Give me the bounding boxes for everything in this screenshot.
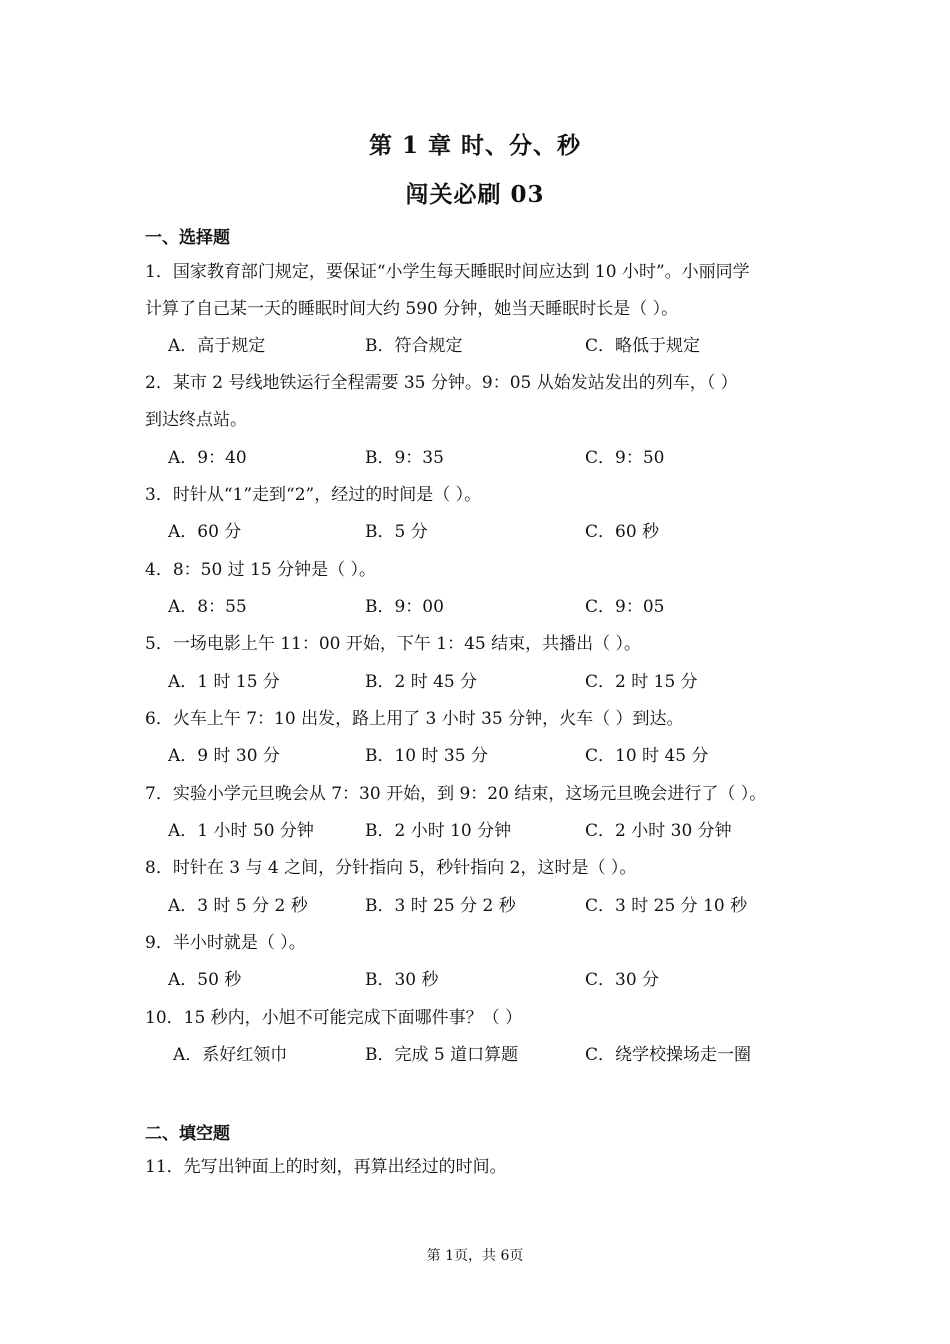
question-2-option-b: B．9：35	[365, 448, 444, 468]
question-6-option-c: C．10 时 45 分	[585, 746, 709, 766]
question-9-option-c: C．30 分	[585, 970, 660, 990]
question-3-option-c: C．60 秒	[585, 522, 660, 542]
question-4-option-b: B．9：00	[365, 597, 444, 617]
section-heading-fill-in: 二、填空题	[145, 1124, 230, 1144]
question-3-option-b: B．5 分	[365, 522, 428, 542]
question-3-line-1: 3．时针从“1”走到“2”，经过的时间是（ ）。	[145, 485, 482, 505]
question-5-line-1: 5．一场电影上午 11：00 开始，下午 1：45 结束，共播出（ ）。	[145, 634, 642, 654]
question-7-option-a: A．1 小时 50 分钟	[168, 821, 314, 841]
question-8-option-b: B．3 时 25 分 2 秒	[365, 896, 516, 916]
question-1-option-c: C．略低于规定	[585, 336, 701, 356]
question-10-option-a: A．系好红领巾	[173, 1045, 288, 1065]
question-1-option-b: B．符合规定	[365, 336, 463, 356]
question-9-option-b: B．30 秒	[365, 970, 439, 990]
question-6-option-a: A．9 时 30 分	[168, 746, 280, 766]
question-4-option-c: C．9：05	[585, 597, 665, 617]
question-8-line-1: 8．时针在 3 与 4 之间，分针指向 5，秒针指向 2，这时是（ ）。	[145, 858, 637, 878]
question-4-line-1: 4．8：50 过 15 分钟是（ ）。	[145, 560, 377, 580]
question-7-option-b: B．2 小时 10 分钟	[365, 821, 512, 841]
question-3-option-a: A．60 分	[168, 522, 242, 542]
question-9-option-a: A．50 秒	[168, 970, 242, 990]
question-7-line-1: 7．实验小学元旦晚会从 7：30 开始，到 9：20 结束，这场元旦晚会进行了（ ）。	[145, 784, 767, 804]
section-heading-multiple-choice: 一、选择题	[145, 228, 230, 248]
question-8-option-c: C．3 时 25 分 10 秒	[585, 896, 748, 916]
chapter-title: 第 1 章 时、分、秒	[368, 132, 582, 159]
question-5-option-c: C．2 时 15 分	[585, 672, 698, 692]
question-4-option-a: A．8：55	[168, 597, 247, 617]
question-2-option-a: A．9：40	[168, 448, 247, 468]
question-7-option-c: C．2 小时 30 分钟	[585, 821, 732, 841]
page-indicator: 第 1页，共 6页	[426, 1248, 524, 1264]
question-5-option-b: B．2 时 45 分	[365, 672, 478, 692]
question-9-line-1: 9．半小时就是（ ）。	[145, 933, 306, 953]
question-10-line-1: 10．15 秒内，小旭不可能完成下面哪件事？（ ）	[145, 1008, 523, 1028]
question-5-option-a: A．1 时 15 分	[168, 672, 280, 692]
question-10-option-c: C．绕学校操场走一圈	[585, 1045, 752, 1065]
question-2-line-1: 2．某市 2 号线地铁运行全程需要 35 分钟。9：05 从始发站发出的列车，（ ）	[145, 373, 738, 393]
question-11-line-1: 11．先写出钟面上的时刻，再算出经过的时间。	[145, 1157, 507, 1177]
question-1-line-1: 1．国家教育部门规定，要保证“小学生每天睡眠时间应达到 10 小时”。小丽同学	[145, 262, 750, 282]
question-6-option-b: B．10 时 35 分	[365, 746, 488, 766]
worksheet-subtitle: 闯关必刷 03	[405, 181, 545, 208]
question-8-option-a: A．3 时 5 分 2 秒	[168, 896, 308, 916]
question-2-option-c: C．9：50	[585, 448, 665, 468]
question-6-line-1: 6．火车上午 7：10 出发，路上用了 3 小时 35 分钟，火车（ ）到达。	[145, 709, 684, 729]
question-1-option-a: A．高于规定	[168, 336, 266, 356]
question-2-line-2: 到达终点站。	[145, 410, 247, 430]
question-10-option-b: B．完成 5 道口算题	[365, 1045, 519, 1065]
question-1-line-2: 计算了自己某一天的睡眠时间大约 590 分钟，她当天睡眠时长是（ ）。	[145, 299, 679, 319]
